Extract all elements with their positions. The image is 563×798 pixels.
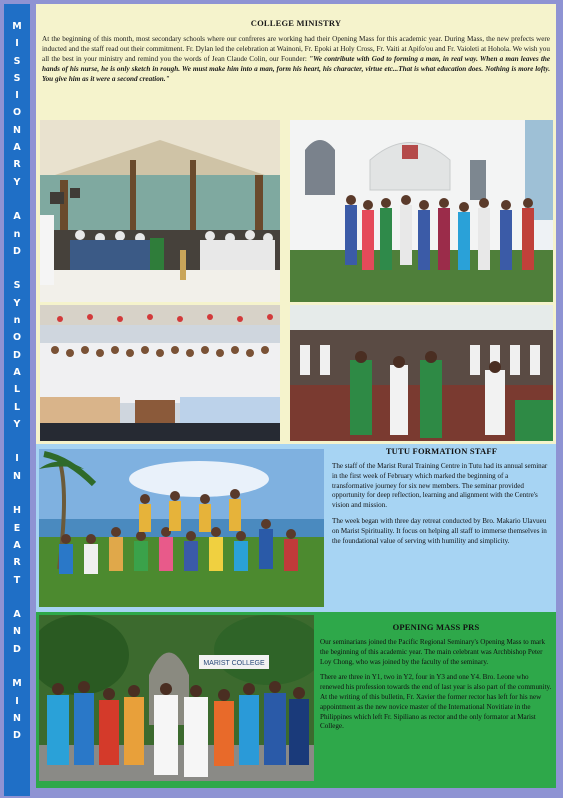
prs-paragraph-1: Our seminarians joined the Pacific Regional Seminary's Opening Mass to mark the beginning of this academic year. The main celebrant was Archbishop Peter Loy Chong, who was joined by the faculty of the seminary.: [320, 638, 546, 666]
tutu-paragraph-1: The staff of the Marist Rural Training Centre in Tutu had its annual seminar in the first week of February which marked the beginning of a transformative journey for six new members. The seminar provided opportunity for deep reflection, learning and alignment with the Centre's vision and mission.: [332, 462, 548, 510]
sidebar-letter: N: [13, 470, 21, 482]
sidebar-letter: M: [12, 21, 22, 32]
sidebar-letter: D: [13, 730, 21, 742]
church-interior-mass-photo: [40, 120, 280, 302]
sidebar-vertical-text: [4, 18, 30, 744]
opening-mass-prs-section: [36, 612, 556, 788]
school-assembly-photo: [40, 305, 280, 441]
prs-paragraph-2: There are three in Y1, two in Y2, four in Y3 and one Y4. Bro. Leone who renewed his profession towards the end of last year is also part of the community. At the writing of this bulletin, Fr. Xavier the former rector has left for his new appointment as the new novice master of the International Novitiate in the Philippines which left Fr. Sipiliano as rector and the only formator at Marist College.: [320, 673, 552, 731]
tutu-staff-group-photo: [39, 449, 324, 607]
sidebar-letter: N: [13, 712, 21, 724]
sidebar-letter: A: [13, 539, 21, 551]
sidebar-letter: S: [13, 280, 21, 292]
college-ministry-intro: At the beginning of this month, most secondary schools where our confreres are working had their Opening Mass for this academic year. During Mass, the new prefects were inducted and the staff read out their commitment. Fr. Dylan led the celebration at Wainoni, Fr. Epoki at Holy Cross, Fr. Vaiti at Apifo'ou and Fr. Vaioleti at Hohola. We wish you all the best in your ministry and remind you the words of Jean Claude Colin, our Founder:: [42, 35, 550, 64]
sidebar-letter: L: [13, 401, 21, 413]
prs-text-block: [320, 622, 552, 738]
college-ministry-text: [42, 34, 550, 84]
sidebar-letter: M: [12, 678, 22, 690]
sidebar-letter: O: [12, 332, 22, 344]
seminarians-group-photo: [39, 615, 314, 781]
sidebar-banner: [4, 4, 30, 796]
prs-title: OPENING MASS PRS: [392, 622, 480, 632]
tutu-text-block: [332, 446, 551, 552]
sidebar-letter: N: [13, 124, 21, 136]
sidebar-letter: R: [13, 159, 21, 171]
tutu-paragraph-2: The week began with three day retreat conducted by Bro. Makario Ulavueu on Marist Spirituality. It focus on helping all staff to immerse themselves in the foundational value of serving with humility and simplicity.: [332, 516, 547, 545]
marist-college-sign: MARIST COLLEGE: [203, 660, 265, 667]
sidebar-letter: [4, 485, 30, 502]
sidebar-letter: D: [13, 349, 21, 361]
sidebar-letter: I: [15, 695, 19, 707]
sidebar-letter: Y: [13, 418, 21, 430]
sidebar-letter: T: [13, 574, 21, 586]
founder-quote: "We contribute with God to forming a man, in real way. When a man leaves the hands of his nurse, he is only sketch in rough. We must make him into a man, form his heart, his character, virtue etc...That is what education does. Nothing is more lofty. You give him as it were a second creation.": [42, 55, 551, 84]
tutu-title: TUTU FORMATION STAFF: [385, 446, 498, 456]
sidebar-letter: R: [13, 557, 21, 569]
sidebar-letter: E: [13, 522, 21, 534]
sidebar-letter: I: [15, 38, 19, 50]
church-exterior-group-photo: [290, 120, 553, 302]
sidebar-letter: Y: [13, 176, 21, 188]
sidebar-letter: A: [13, 609, 21, 621]
sidebar-letter: n: [13, 315, 21, 327]
sidebar-letter: [4, 191, 30, 208]
sidebar-letter: I: [15, 453, 19, 465]
college-ministry-title: COLLEGE MINISTRY: [250, 18, 342, 28]
sidebar-letter: [4, 260, 30, 277]
photo-grid: [36, 115, 556, 445]
sidebar-letter: A: [13, 211, 21, 223]
sidebar-letter: I: [15, 90, 19, 102]
sidebar-letter: n: [13, 228, 21, 240]
sidebar-letter: A: [13, 142, 21, 154]
sidebar-letter: D: [13, 643, 21, 655]
sidebar-letter: S: [13, 72, 21, 84]
sidebar-letter: [4, 433, 30, 450]
sidebar-letter: N: [13, 626, 21, 638]
sidebar-letter: A: [13, 366, 21, 378]
sidebar-letter: D: [13, 245, 21, 257]
sidebar-letter: S: [13, 55, 21, 67]
sidebar-letter: L: [13, 384, 21, 396]
tutu-formation-section: [36, 444, 556, 612]
college-ministry-section: [36, 4, 556, 115]
sidebar-letter: Y: [13, 297, 21, 309]
sidebar-letter: H: [13, 505, 21, 517]
sidebar-letter: [4, 658, 30, 675]
mass-procession-photo: [290, 305, 553, 441]
sidebar-letter: [4, 589, 30, 606]
sidebar-letter: O: [12, 107, 22, 119]
